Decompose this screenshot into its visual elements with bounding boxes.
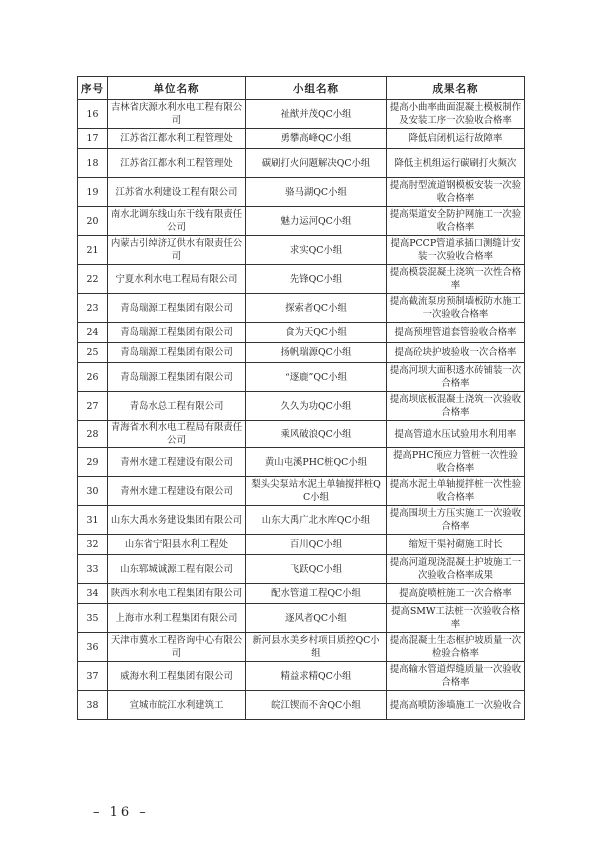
table-row (78, 691, 525, 720)
cell-result: 降低启闭机运行故障率 (387, 129, 525, 149)
cell-unit: 威海水利工程集团有限公司 (108, 662, 246, 691)
cell-unit: 山东大禹水务建设集团有限公司 (108, 506, 246, 535)
cell-group: 祉猷并茂QC小组 (246, 100, 387, 129)
cell-no: 35 (78, 604, 108, 633)
cell-group: 黄山屯溪PHC桩QC小组 (246, 448, 387, 477)
cell-unit: 陕西水利水电工程集团有限公司 (108, 584, 246, 604)
cell-result: 提高砼块护坡验收一次合格率 (387, 343, 525, 363)
header-result: 成果名称 (387, 77, 525, 100)
table-row (78, 129, 525, 149)
cell-result: 提高坝底板混凝土浇筑一次验收合格率 (387, 392, 525, 421)
cell-no: 24 (78, 323, 108, 343)
cell-unit: 上海市水利工程集团有限公司 (108, 604, 246, 633)
cell-group: 逐风者QC小组 (246, 604, 387, 633)
cell-no: 20 (78, 207, 108, 236)
cell-unit: 青岛瑞源工程集团有限公司 (108, 294, 246, 323)
table-row (78, 535, 525, 555)
cell-result: 提高河坝大面积透水砖铺装一次合格率 (387, 363, 525, 392)
cell-unit: 天津市冀水工程咨询中心有限公司 (108, 633, 246, 662)
cell-no: 29 (78, 448, 108, 477)
cell-group: 探索者QC小组 (246, 294, 387, 323)
cell-no: 26 (78, 363, 108, 392)
cell-result: 提高SMW工法桩一次验收合格率 (387, 604, 525, 633)
cell-group: 配水管道工程QC小组 (246, 584, 387, 604)
cell-result: 提高旋喷桩施工一次合格率 (387, 584, 525, 604)
cell-no: 32 (78, 535, 108, 555)
header-no: 序号 (78, 77, 108, 100)
table-row (78, 662, 525, 691)
table-row (78, 207, 525, 236)
table-row (78, 633, 525, 662)
table-row (78, 236, 525, 265)
table-row (78, 448, 525, 477)
cell-group: 梨头尖泵站水泥土单轴搅拌桩QC小组 (246, 477, 387, 506)
table-row (78, 294, 525, 323)
cell-unit: 青岛瑞源工程集团有限公司 (108, 363, 246, 392)
cell-group: 碳刷打火问题解决QC小组 (246, 149, 387, 178)
cell-unit: 南水北调东线山东干线有限责任公司 (108, 207, 246, 236)
cell-unit: 江苏省江都水利工程管理处 (108, 149, 246, 178)
cell-no: 37 (78, 662, 108, 691)
awards-table (77, 76, 525, 720)
cell-unit: 吉林省庆源水利水电工程有限公司 (108, 100, 246, 129)
cell-result: 提高模袋混凝土浇筑一次性合格率 (387, 265, 525, 294)
table-row (78, 100, 525, 129)
cell-no: 25 (78, 343, 108, 363)
cell-no: 31 (78, 506, 108, 535)
cell-unit: 青岛水总工程有限公司 (108, 392, 246, 421)
cell-unit: 宁夏水利水电工程局有限公司 (108, 265, 246, 294)
cell-group: 山东大禹广北水库QC小组 (246, 506, 387, 535)
table-row (78, 149, 525, 178)
cell-result: 提高PCCP管道承插口测缝计安装一次验收合格率 (387, 236, 525, 265)
cell-no: 19 (78, 178, 108, 207)
header-unit: 单位名称 (108, 77, 246, 100)
cell-group: 乘风破浪QC小组 (246, 421, 387, 448)
cell-unit: 青州水建工程建设有限公司 (108, 477, 246, 506)
cell-no: 33 (78, 555, 108, 584)
cell-group: 魅力运河QC小组 (246, 207, 387, 236)
cell-group: 勇攀高峰QC小组 (246, 129, 387, 149)
cell-group: 求实QC小组 (246, 236, 387, 265)
cell-result: 提高PHC预应力管桩一次性验收合格率 (387, 448, 525, 477)
page-number: – 16 – (93, 805, 149, 820)
cell-unit: 山东郓城诚源工程有限公司 (108, 555, 246, 584)
table-row (78, 584, 525, 604)
table-header-row (78, 77, 525, 100)
cell-no: 27 (78, 392, 108, 421)
table-row (78, 363, 525, 392)
table-row (78, 178, 525, 207)
cell-group: 先锋QC小组 (246, 265, 387, 294)
cell-result: 提高输水管道焊缝质量一次验收合格率 (387, 662, 525, 691)
cell-group: 新河县水美乡村项目质控QC小组 (246, 633, 387, 662)
cell-result: 降低主机组运行碳刷打火频次 (387, 149, 525, 178)
cell-no: 38 (78, 691, 108, 720)
cell-no: 28 (78, 421, 108, 448)
cell-group: 食为天QC小组 (246, 323, 387, 343)
cell-no: 23 (78, 294, 108, 323)
cell-result: 提高渠道安全防护网施工一次验收合格率 (387, 207, 525, 236)
table-row (78, 392, 525, 421)
cell-result: 提高高喷防渗墙施工一次验收合 (387, 691, 525, 720)
cell-unit: 江苏省江都水利工程管理处 (108, 129, 246, 149)
header-group: 小组名称 (246, 77, 387, 100)
cell-group: 骆马湖QC小组 (246, 178, 387, 207)
cell-unit: 青海省水利水电工程局有限责任公司 (108, 421, 246, 448)
cell-group: 百川QC小组 (246, 535, 387, 555)
cell-no: 16 (78, 100, 108, 129)
cell-unit: 青州水建工程建设有限公司 (108, 448, 246, 477)
cell-unit: 江苏省水利建设工程有限公司 (108, 178, 246, 207)
table-row (78, 421, 525, 448)
table-row (78, 343, 525, 363)
cell-group: 久久为功QC小组 (246, 392, 387, 421)
cell-result: 提高小曲率曲面混凝土模板制作及安装工序一次验收合格率 (387, 100, 525, 129)
table-row (78, 477, 525, 506)
cell-group: 皖江锲而不舍QC小组 (246, 691, 387, 720)
cell-result: 提高围坝土方压实施工一次验收合格率 (387, 506, 525, 535)
cell-group: 飞跃QC小组 (246, 555, 387, 584)
cell-no: 22 (78, 265, 108, 294)
cell-group: 扬帆瑞源QC小组 (246, 343, 387, 363)
cell-result: 提高河道现浇混凝土护坡施工一次验收合格率成果 (387, 555, 525, 584)
cell-unit: 青岛瑞源工程集团有限公司 (108, 323, 246, 343)
cell-no: 30 (78, 477, 108, 506)
table-row (78, 506, 525, 535)
table-row (78, 265, 525, 294)
cell-result: 提高肘型流道钢模板安装一次验收合格率 (387, 178, 525, 207)
cell-no: 18 (78, 149, 108, 178)
cell-result: 提高水泥土单轴搅拌桩一次性验收合格率 (387, 477, 525, 506)
cell-result: 提高管道水压试验用水利用率 (387, 421, 525, 448)
table-row (78, 555, 525, 584)
cell-no: 21 (78, 236, 108, 265)
table-row (78, 323, 525, 343)
cell-result: 提高截流泵房预制墙板防水施工一次验收合格率 (387, 294, 525, 323)
cell-unit: 宣城市皖江水利建筑工 (108, 691, 246, 720)
cell-group: 精益求精QC小组 (246, 662, 387, 691)
cell-result: 提高混凝土生态框护坡质量一次检验合格率 (387, 633, 525, 662)
table-row (78, 604, 525, 633)
cell-unit: 青岛瑞源工程集团有限公司 (108, 343, 246, 363)
cell-result: 提高预埋管道套管验收合格率 (387, 323, 525, 343)
cell-no: 34 (78, 584, 108, 604)
cell-group: “逐鹿”QC小组 (246, 363, 387, 392)
cell-no: 17 (78, 129, 108, 149)
cell-unit: 山东省宁阳县水利工程处 (108, 535, 246, 555)
cell-unit: 内蒙古引绰济辽供水有限责任公司 (108, 236, 246, 265)
cell-result: 缩短干渠衬砌施工时长 (387, 535, 525, 555)
cell-no: 36 (78, 633, 108, 662)
